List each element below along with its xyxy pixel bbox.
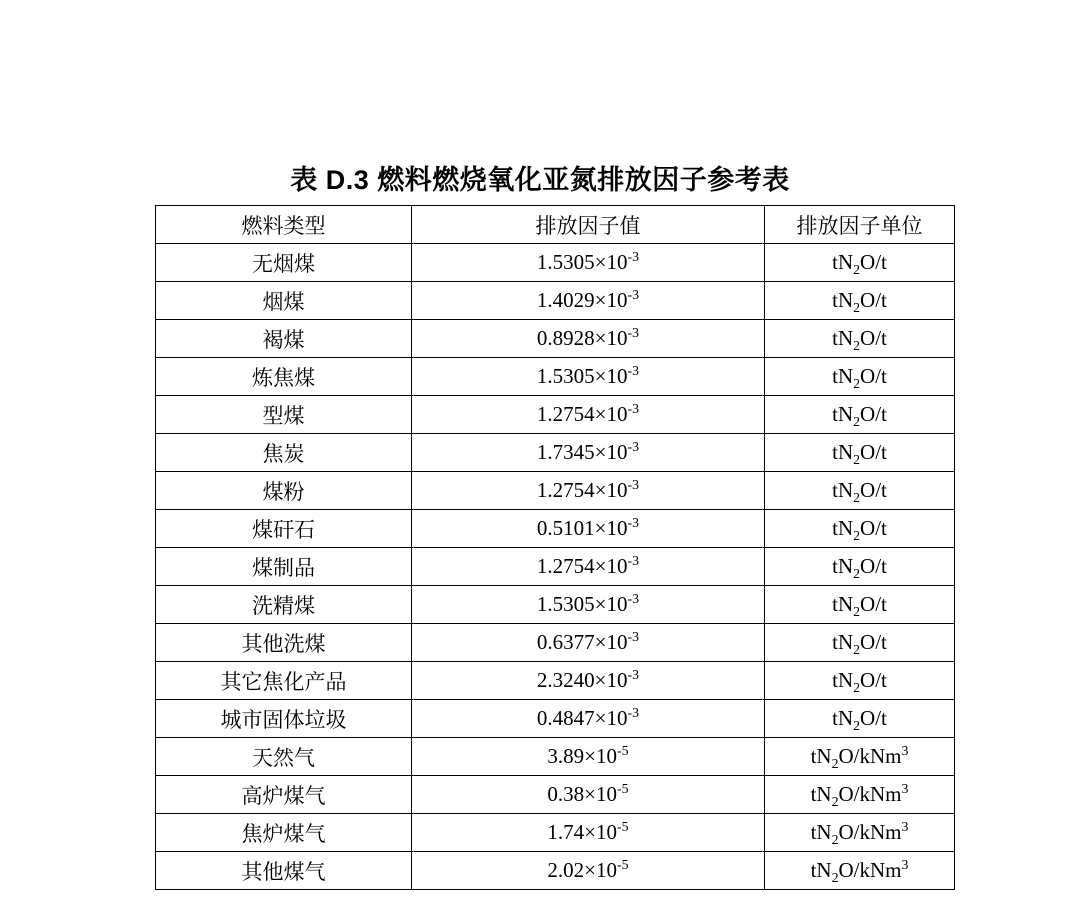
multiplication-sign: × <box>594 288 607 312</box>
unit-suffix: O/t <box>860 250 887 274</box>
value-exponent: -3 <box>627 515 640 530</box>
table-row <box>156 738 955 776</box>
unit-prefix: tN <box>832 478 854 502</box>
unit-prefix: tN <box>810 858 832 882</box>
value-mantissa: 1.2754 <box>536 554 595 578</box>
cell-fuel-type: 城市固体垃圾 <box>156 700 412 738</box>
unit-subscript: 2 <box>853 376 861 392</box>
value-exponent: -5 <box>617 743 629 758</box>
value-base: 10 <box>606 630 628 654</box>
value-exponent: -3 <box>627 325 640 340</box>
unit-suffix: O/kNm <box>838 820 902 844</box>
value-base: 10 <box>606 364 628 388</box>
table-row <box>156 700 955 738</box>
value-base: 10 <box>606 554 628 578</box>
value-exponent: -5 <box>617 819 629 834</box>
value-base: 10 <box>606 326 628 350</box>
unit-suffix: O/t <box>860 402 887 426</box>
value-base: 10 <box>596 782 618 806</box>
unit-subscript: 2 <box>853 680 861 696</box>
unit-subscript: 2 <box>853 718 861 734</box>
value-exponent: -3 <box>627 363 640 378</box>
value-exponent: -5 <box>617 857 629 872</box>
value-mantissa: 1.7345 <box>536 440 595 464</box>
header-factor-value: 排放因子值 <box>412 206 765 244</box>
table-row <box>156 244 955 282</box>
value-mantissa: 0.6377 <box>536 630 595 654</box>
unit-suffix: O/t <box>860 630 887 654</box>
value-mantissa: 2.02 <box>547 858 585 882</box>
value-exponent: -3 <box>627 249 640 264</box>
unit-subscript: 2 <box>853 300 861 316</box>
cell-factor-value <box>412 624 765 662</box>
multiplication-sign: × <box>594 250 607 274</box>
value-exponent: -3 <box>627 705 640 720</box>
table-row <box>156 434 955 472</box>
value-mantissa: 0.8928 <box>536 326 595 350</box>
cell-fuel-type: 烟煤 <box>156 282 412 320</box>
unit-prefix: tN <box>810 782 832 806</box>
table-header-row <box>156 206 955 244</box>
cell-factor-value <box>412 852 765 890</box>
unit-subscript: 2 <box>853 414 861 430</box>
cell-factor-value <box>412 358 765 396</box>
unit-subscript: 2 <box>853 528 861 544</box>
unit-suffix: O/t <box>860 364 887 388</box>
table-body <box>156 206 955 890</box>
unit-suffix: O/t <box>860 326 887 350</box>
value-base: 10 <box>606 592 628 616</box>
cell-factor-unit <box>765 510 955 548</box>
value-exponent: -3 <box>627 553 640 568</box>
value-base: 10 <box>606 478 628 502</box>
cell-factor-unit <box>765 434 955 472</box>
table-row <box>156 814 955 852</box>
unit-superscript: 3 <box>901 781 909 796</box>
unit-subscript: 2 <box>853 262 861 278</box>
cell-factor-value <box>412 472 765 510</box>
value-base: 10 <box>606 288 628 312</box>
multiplication-sign: × <box>594 706 607 730</box>
cell-factor-unit <box>765 662 955 700</box>
value-exponent: -3 <box>627 401 640 416</box>
cell-fuel-type: 其他洗煤 <box>156 624 412 662</box>
cell-fuel-type: 其他煤气 <box>156 852 412 890</box>
multiplication-sign: × <box>584 744 597 768</box>
value-base: 10 <box>596 820 618 844</box>
cell-factor-value <box>412 396 765 434</box>
value-exponent: -3 <box>627 629 640 644</box>
cell-factor-unit <box>765 852 955 890</box>
value-mantissa: 0.38 <box>547 782 585 806</box>
table-row <box>156 548 955 586</box>
cell-fuel-type: 煤矸石 <box>156 510 412 548</box>
multiplication-sign: × <box>584 858 597 882</box>
value-mantissa: 1.74 <box>547 820 585 844</box>
multiplication-sign: × <box>584 820 597 844</box>
emission-factor-table <box>155 205 955 890</box>
value-base: 10 <box>606 440 628 464</box>
unit-prefix: tN <box>832 250 854 274</box>
multiplication-sign: × <box>594 402 607 426</box>
table-row <box>156 358 955 396</box>
unit-subscript: 2 <box>831 832 839 848</box>
unit-suffix: O/t <box>860 668 887 692</box>
table-row <box>156 510 955 548</box>
cell-factor-value <box>412 244 765 282</box>
cell-factor-value <box>412 510 765 548</box>
table-row <box>156 624 955 662</box>
cell-factor-unit <box>765 244 955 282</box>
unit-subscript: 2 <box>853 642 861 658</box>
unit-suffix: O/t <box>860 288 887 312</box>
cell-factor-unit <box>765 700 955 738</box>
cell-factor-unit <box>765 320 955 358</box>
cell-factor-unit <box>765 282 955 320</box>
value-base: 10 <box>596 858 618 882</box>
unit-subscript: 2 <box>853 604 861 620</box>
value-mantissa: 0.5101 <box>536 516 595 540</box>
unit-prefix: tN <box>832 592 854 616</box>
unit-subscript: 2 <box>831 756 839 772</box>
unit-subscript: 2 <box>853 490 861 506</box>
cell-factor-unit <box>765 396 955 434</box>
cell-fuel-type: 洗精煤 <box>156 586 412 624</box>
cell-fuel-type: 炼焦煤 <box>156 358 412 396</box>
cell-factor-unit <box>765 472 955 510</box>
cell-fuel-type: 焦炉煤气 <box>156 814 412 852</box>
table-row <box>156 662 955 700</box>
cell-factor-unit <box>765 548 955 586</box>
header-fuel-type: 燃料类型 <box>156 206 412 244</box>
value-base: 10 <box>596 744 618 768</box>
cell-factor-unit <box>765 738 955 776</box>
unit-suffix: O/t <box>860 554 887 578</box>
cell-fuel-type: 焦炭 <box>156 434 412 472</box>
unit-subscript: 2 <box>853 452 861 468</box>
cell-factor-value <box>412 434 765 472</box>
value-base: 10 <box>606 250 628 274</box>
value-exponent: -3 <box>627 591 640 606</box>
multiplication-sign: × <box>594 440 607 464</box>
table-row <box>156 852 955 890</box>
multiplication-sign: × <box>584 782 597 806</box>
header-factor-unit: 排放因子单位 <box>765 206 955 244</box>
cell-factor-value <box>412 548 765 586</box>
table-title <box>0 158 1080 197</box>
unit-prefix: tN <box>832 402 854 426</box>
unit-subscript: 2 <box>831 794 839 810</box>
multiplication-sign: × <box>594 592 607 616</box>
cell-fuel-type: 高炉煤气 <box>156 776 412 814</box>
cell-fuel-type: 型煤 <box>156 396 412 434</box>
unit-suffix: O/kNm <box>838 744 902 768</box>
cell-fuel-type: 无烟煤 <box>156 244 412 282</box>
cell-factor-value <box>412 320 765 358</box>
unit-suffix: O/t <box>860 478 887 502</box>
cell-factor-unit <box>765 814 955 852</box>
unit-prefix: tN <box>810 744 832 768</box>
unit-prefix: tN <box>832 630 854 654</box>
unit-superscript: 3 <box>901 743 909 758</box>
cell-factor-value <box>412 814 765 852</box>
value-mantissa: 1.2754 <box>536 402 595 426</box>
cell-factor-value <box>412 700 765 738</box>
unit-subscript: 2 <box>853 338 861 354</box>
unit-suffix: O/kNm <box>838 782 902 806</box>
multiplication-sign: × <box>594 478 607 502</box>
unit-prefix: tN <box>832 440 854 464</box>
value-mantissa: 1.5305 <box>536 592 595 616</box>
table-row <box>156 472 955 510</box>
cell-factor-value <box>412 586 765 624</box>
multiplication-sign: × <box>594 516 607 540</box>
cell-factor-value <box>412 282 765 320</box>
cell-factor-value <box>412 776 765 814</box>
value-mantissa: 3.89 <box>547 744 585 768</box>
cell-fuel-type: 其它焦化产品 <box>156 662 412 700</box>
cell-factor-unit <box>765 776 955 814</box>
multiplication-sign: × <box>594 630 607 654</box>
value-base: 10 <box>606 706 628 730</box>
value-base: 10 <box>606 402 628 426</box>
table-row <box>156 282 955 320</box>
unit-suffix: O/t <box>860 706 887 730</box>
value-mantissa: 0.4847 <box>536 706 595 730</box>
unit-suffix: O/t <box>860 592 887 616</box>
unit-subscript: 2 <box>831 870 839 886</box>
unit-prefix: tN <box>832 554 854 578</box>
unit-suffix: O/t <box>860 440 887 464</box>
unit-prefix: tN <box>832 668 854 692</box>
unit-superscript: 3 <box>901 857 909 872</box>
cell-factor-unit <box>765 358 955 396</box>
multiplication-sign: × <box>594 364 607 388</box>
multiplication-sign: × <box>594 554 607 578</box>
unit-prefix: tN <box>832 288 854 312</box>
unit-suffix: O/kNm <box>838 858 902 882</box>
unit-superscript: 3 <box>901 819 909 834</box>
value-mantissa: 2.3240 <box>536 668 595 692</box>
multiplication-sign: × <box>594 326 607 350</box>
cell-fuel-type: 褐煤 <box>156 320 412 358</box>
value-mantissa: 1.5305 <box>536 250 595 274</box>
value-exponent: -3 <box>627 439 640 454</box>
multiplication-sign: × <box>594 668 607 692</box>
value-base: 10 <box>606 668 628 692</box>
cell-factor-value <box>412 738 765 776</box>
unit-suffix: O/t <box>860 516 887 540</box>
cell-fuel-type: 煤制品 <box>156 548 412 586</box>
table-row <box>156 776 955 814</box>
unit-prefix: tN <box>832 364 854 388</box>
value-exponent: -3 <box>627 667 640 682</box>
value-base: 10 <box>606 516 628 540</box>
unit-prefix: tN <box>832 516 854 540</box>
cell-factor-unit <box>765 624 955 662</box>
unit-prefix: tN <box>832 706 854 730</box>
table-title-text: 表 D.3 燃料燃烧氧化亚氮排放因子参考表 <box>290 165 790 195</box>
unit-prefix: tN <box>832 326 854 350</box>
table-row <box>156 586 955 624</box>
unit-subscript: 2 <box>853 566 861 582</box>
value-mantissa: 1.2754 <box>536 478 595 502</box>
cell-factor-unit <box>765 586 955 624</box>
value-exponent: -5 <box>617 781 629 796</box>
cell-factor-value <box>412 662 765 700</box>
cell-fuel-type: 天然气 <box>156 738 412 776</box>
value-exponent: -3 <box>627 477 640 492</box>
value-mantissa: 1.5305 <box>536 364 595 388</box>
table-row <box>156 320 955 358</box>
cell-fuel-type: 煤粉 <box>156 472 412 510</box>
unit-prefix: tN <box>810 820 832 844</box>
value-mantissa: 1.4029 <box>536 288 595 312</box>
table-row <box>156 396 955 434</box>
value-exponent: -3 <box>627 287 640 302</box>
